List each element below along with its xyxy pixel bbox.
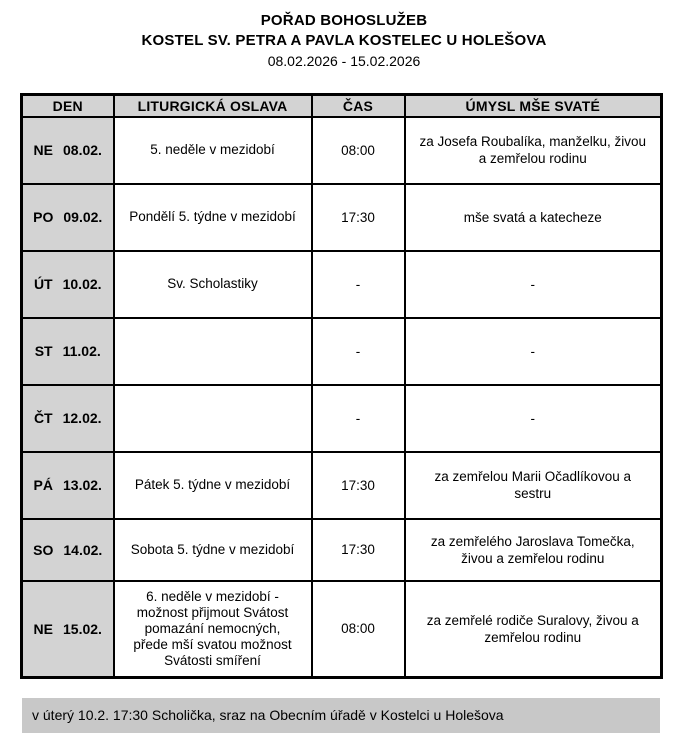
day-abbr: ČT <box>33 410 53 426</box>
time-cell: - <box>312 318 405 385</box>
day-date: 08.02. <box>63 142 102 158</box>
service-schedule-table <box>20 93 663 679</box>
date-range: 08.02.2026 - 15.02.2026 <box>267 53 421 69</box>
day-cell <box>22 251 114 318</box>
document-header <box>0 0 688 71</box>
column-header-liturgicka-oslava: LITURGICKÁ OSLAVA <box>114 95 312 117</box>
time-cell: - <box>312 385 405 452</box>
table-row <box>22 251 662 318</box>
intention-cell: za Josefa Roubalíka, manželku, živou a zemřelou rodinu <box>405 117 662 184</box>
time-cell: 08:00 <box>312 581 405 678</box>
column-header-umysl: ÚMYSL MŠE SVATÉ <box>405 95 662 117</box>
time-cell: 17:30 <box>312 519 405 581</box>
day-date: 10.02. <box>62 276 102 292</box>
day-date: 11.02. <box>62 343 101 359</box>
page-title: POŘAD BOHOSLUŽEB <box>260 12 428 29</box>
day-date: 13.02. <box>63 477 102 493</box>
celebration-cell: Sobota 5. týdne v mezidobí <box>114 519 312 581</box>
celebration-cell: Pátek 5. týdne v mezidobí <box>114 452 312 519</box>
celebration-cell <box>114 385 312 452</box>
celebration-cell: Pondělí 5. týdne v mezidobí <box>114 184 312 251</box>
day-date: 14.02. <box>63 541 103 558</box>
day-abbr: ÚT <box>33 276 53 292</box>
intention-cell: - <box>405 251 662 318</box>
time-cell: 17:30 <box>312 452 405 519</box>
day-cell <box>22 184 114 251</box>
day-abbr: PO <box>33 209 54 225</box>
intention-cell: - <box>405 385 662 452</box>
celebration-cell: Sv. Scholastiky <box>114 251 312 318</box>
page-subtitle: KOSTEL SV. PETRA A PAVLA KOSTELEC U HOLEŠOVA <box>141 32 547 49</box>
intention-cell: za zemřelou Marii Očadlíkovou a sestru <box>405 452 662 519</box>
intention-cell: - <box>405 318 662 385</box>
day-cell <box>22 519 114 581</box>
footer-note: v úterý 10.2. 17:30 Scholička, sraz na Obecním úřadě v Kostelci u Holešova <box>22 698 660 733</box>
celebration-cell <box>114 318 312 385</box>
day-abbr: NE <box>33 142 53 158</box>
celebration-cell: 6. neděle v mezidobí - možnost přijmout Svátost pomazání nemocných, přede mší svatou možnost Svátosti smíření <box>114 581 312 678</box>
day-abbr: NE <box>33 620 53 637</box>
table-row <box>22 519 662 581</box>
table-row <box>22 452 662 519</box>
day-date: 09.02. <box>63 209 103 225</box>
day-date: 15.02. <box>63 620 102 637</box>
table-row <box>22 184 662 251</box>
table-row <box>22 117 662 184</box>
time-cell: - <box>312 251 405 318</box>
table-row <box>22 581 662 678</box>
column-header-den: DEN <box>22 95 114 117</box>
time-cell: 08:00 <box>312 117 405 184</box>
day-cell <box>22 581 114 678</box>
table-row <box>22 385 662 452</box>
day-abbr: SO <box>33 541 54 558</box>
celebration-cell: 5. neděle v mezidobí <box>114 117 312 184</box>
column-header-cas: ČAS <box>312 95 405 117</box>
day-cell <box>22 385 114 452</box>
intention-cell: mše svatá a katecheze <box>405 184 662 251</box>
day-date: 12.02. <box>62 410 102 426</box>
table-row <box>22 318 662 385</box>
time-cell: 17:30 <box>312 184 405 251</box>
day-cell <box>22 452 114 519</box>
day-abbr: ST <box>34 343 53 359</box>
day-cell <box>22 318 114 385</box>
day-cell <box>22 117 114 184</box>
table-header-row <box>22 95 662 117</box>
intention-cell: za zemřelého Jaroslava Tomečka, živou a zemřelou rodinu <box>405 519 662 581</box>
day-abbr: PÁ <box>33 477 53 493</box>
intention-cell: za zemřelé rodiče Suralovy, živou a zemřelou rodinu <box>405 581 662 678</box>
